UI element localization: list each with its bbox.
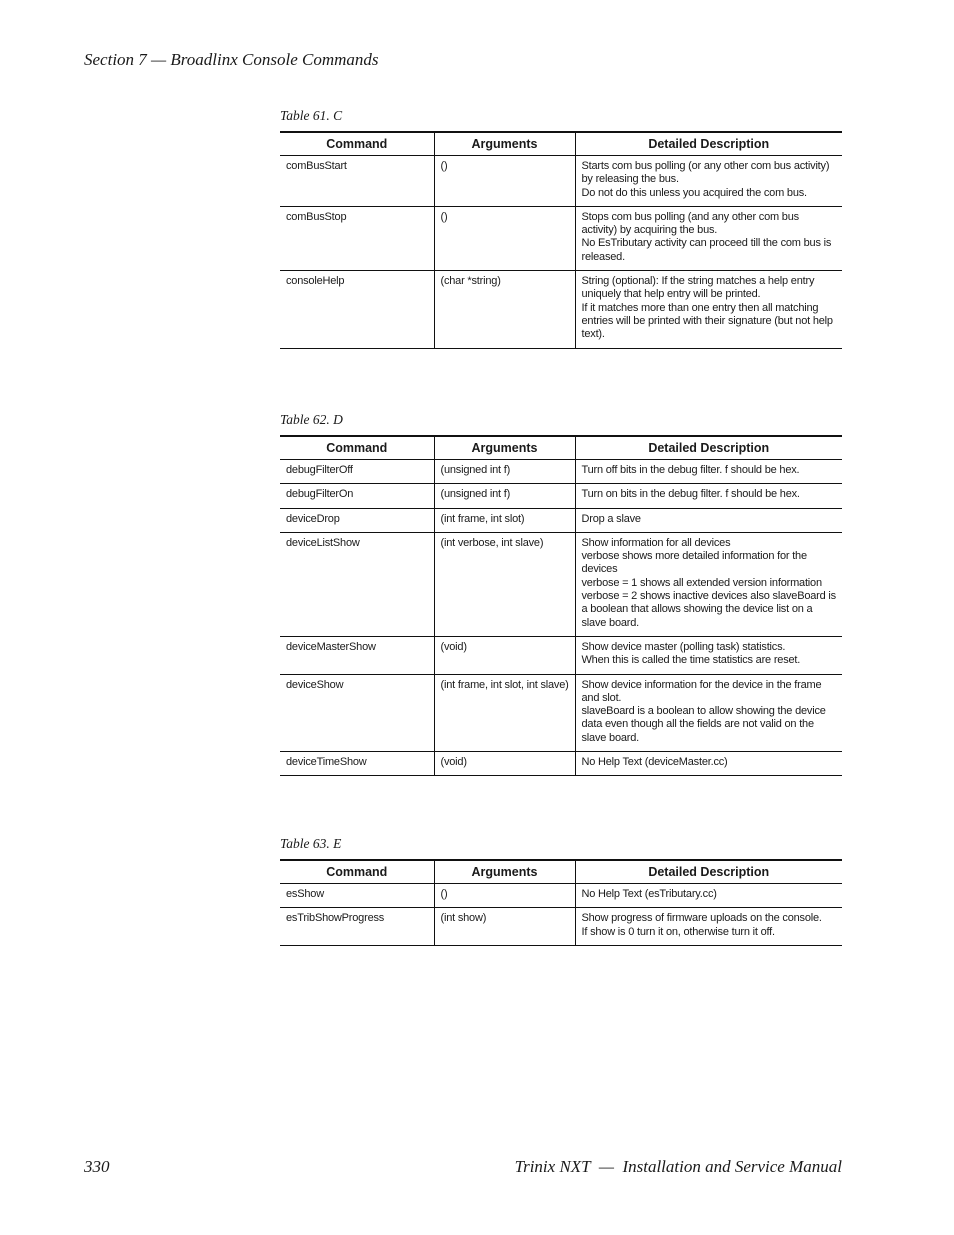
description-cell xyxy=(575,636,842,674)
arguments-cell: (int verbose, int slave) xyxy=(434,532,575,636)
arguments-cell: (void) xyxy=(434,636,575,674)
column-header-description: Detailed Description xyxy=(575,132,842,156)
table-row xyxy=(280,484,842,508)
description-line: No EsTributary activity can proceed till the com bus is released. xyxy=(581,237,832,263)
table-row xyxy=(280,674,842,751)
description-cell xyxy=(575,508,842,532)
table-row xyxy=(280,532,842,636)
command-cell: deviceTimeShow xyxy=(280,752,434,776)
description-line: Do not do this unless you acquired the com bus. xyxy=(581,186,807,199)
column-header-description: Detailed Description xyxy=(575,860,842,884)
description-line: No Help Text (deviceMaster.cc) xyxy=(581,756,728,769)
description-line: Show information for all devices xyxy=(581,536,731,549)
description-line: Show device master (polling task) statistics. xyxy=(581,640,786,653)
command-cell: deviceDrop xyxy=(280,508,434,532)
description-line: If it matches more than one entry then all matching entries will be printed with their signature (but not help text). xyxy=(581,301,833,341)
description-line: verbose = 1 shows all extended version information xyxy=(581,576,822,589)
description-cell xyxy=(575,460,842,484)
command-cell: comBusStart xyxy=(280,156,434,207)
table-row xyxy=(280,908,842,946)
table-e-block xyxy=(280,836,842,946)
arguments-cell: (unsigned int f) xyxy=(434,460,575,484)
description-cell xyxy=(575,156,842,207)
arguments-cell: (int frame, int slot, int slave) xyxy=(434,674,575,751)
command-cell: deviceMasterShow xyxy=(280,636,434,674)
command-cell: deviceShow xyxy=(280,674,434,751)
arguments-cell: (int frame, int slot) xyxy=(434,508,575,532)
command-cell: debugFilterOff xyxy=(280,460,434,484)
section-header: Section 7 — Broadlinx Console Commands xyxy=(84,50,379,69)
command-table xyxy=(280,859,842,946)
description-line: Show device information for the device in the frame and slot. xyxy=(581,678,822,704)
table-header-row xyxy=(280,436,842,460)
description-line: Starts com bus polling (or any other com bus activity) by releasing the bus. xyxy=(581,160,830,186)
table-caption: Table 61. C xyxy=(280,108,343,123)
description-line: Show progress of firmware uploads on the console. xyxy=(581,912,822,925)
table-row xyxy=(280,752,842,776)
description-line: verbose = 2 shows inactive devices also slaveBoard is a boolean that allows showing the device list on a slave board. xyxy=(581,590,836,629)
description-line: Turn off bits in the debug filter. f should be hex. xyxy=(581,464,800,476)
table-row xyxy=(280,271,842,348)
description-line: Turn on bits in the debug filter. f should be hex. xyxy=(581,488,800,501)
table-row xyxy=(280,884,842,908)
table-c-block xyxy=(280,108,842,349)
description-cell xyxy=(575,206,842,270)
command-cell: deviceListShow xyxy=(280,532,434,636)
table-header-row xyxy=(280,860,842,884)
description-line: slaveBoard is a boolean to allow showing the device data even though all the fields are not valid on the slave board. xyxy=(581,705,826,744)
description-line: When this is called the time statistics are reset. xyxy=(581,654,801,667)
description-line: Stops com bus polling (and any other com bus activity) by acquiring the bus. xyxy=(581,210,799,237)
description-line: String (optional): If the string matches a help entry uniquely that help entry will be printed. xyxy=(581,275,815,301)
command-table xyxy=(280,435,842,776)
command-cell: debugFilterOn xyxy=(280,484,434,508)
manual-title: Trinix NXT — Installation and Service Manual xyxy=(514,1157,842,1176)
column-header-arguments: Arguments xyxy=(434,132,575,156)
column-header-arguments: Arguments xyxy=(434,860,575,884)
arguments-cell: (void) xyxy=(434,752,575,776)
command-cell: esShow xyxy=(280,884,434,908)
description-line: No Help Text (esTributary.cc) xyxy=(581,888,717,900)
arguments-cell: () xyxy=(434,884,575,908)
table-caption: Table 62. D xyxy=(280,412,343,427)
table-header-row xyxy=(280,132,842,156)
table-row xyxy=(280,508,842,532)
description-cell xyxy=(575,884,842,908)
description-cell xyxy=(575,752,842,776)
command-cell: consoleHelp xyxy=(280,271,434,348)
description-cell xyxy=(575,484,842,508)
table-caption: Table 63. E xyxy=(280,836,342,851)
description-cell xyxy=(575,271,842,348)
column-header-command: Command xyxy=(280,132,434,156)
description-cell xyxy=(575,908,842,946)
arguments-cell: () xyxy=(434,156,575,207)
column-header-command: Command xyxy=(280,436,434,460)
arguments-cell: (char *string) xyxy=(434,271,575,348)
command-cell: esTribShowProgress xyxy=(280,908,434,946)
page-number: 330 xyxy=(84,1157,110,1176)
arguments-cell: () xyxy=(434,206,575,270)
table-row xyxy=(280,206,842,270)
column-header-command: Command xyxy=(280,860,434,884)
description-line: Drop a slave xyxy=(581,512,641,525)
command-table xyxy=(280,131,842,349)
table-row xyxy=(280,460,842,484)
column-header-arguments: Arguments xyxy=(434,436,575,460)
description-cell xyxy=(575,674,842,751)
description-line: verbose shows more detailed information for the devices xyxy=(581,550,807,576)
description-cell xyxy=(575,532,842,636)
command-cell: comBusStop xyxy=(280,206,434,270)
table-row xyxy=(280,636,842,674)
column-header-description: Detailed Description xyxy=(575,436,842,460)
arguments-cell: (int show) xyxy=(434,908,575,946)
table-row xyxy=(280,156,842,207)
table-d-block xyxy=(280,412,842,776)
description-line: If show is 0 turn it on, otherwise turn it off. xyxy=(581,925,775,938)
arguments-cell: (unsigned int f) xyxy=(434,484,575,508)
